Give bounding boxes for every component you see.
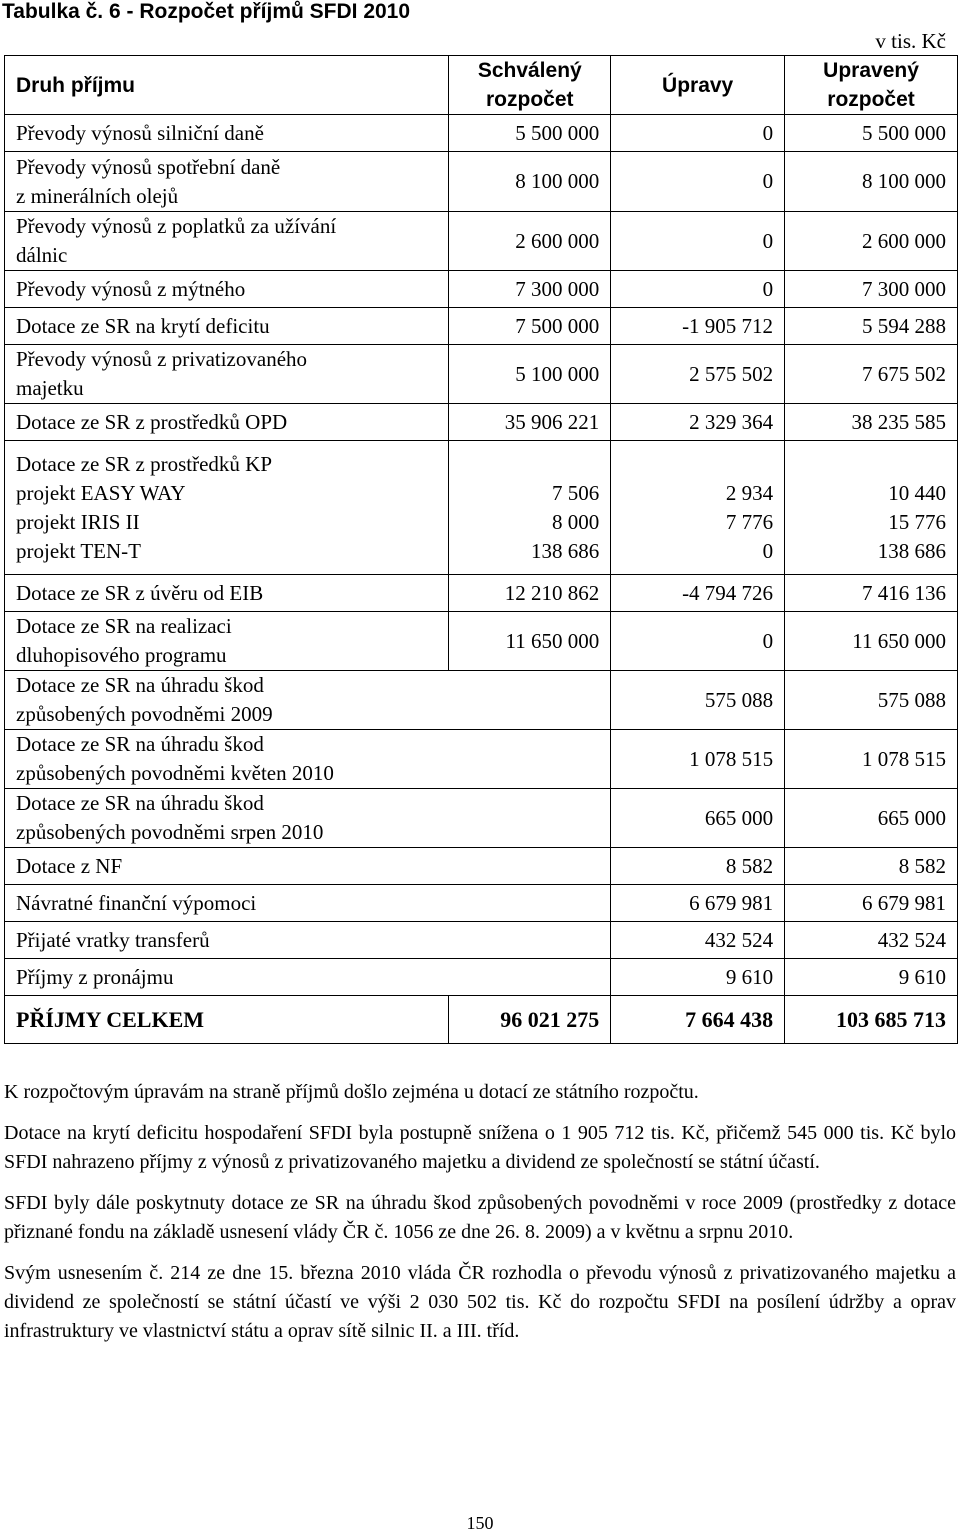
cell-line: Dotace z NF	[16, 853, 123, 878]
cell-line: způsobených povodněmi srpen 2010	[16, 820, 324, 844]
cell-line: 575 088	[877, 687, 946, 712]
cell-line: 0	[762, 169, 774, 193]
table-row	[5, 271, 958, 308]
cell-line: 1 078 515	[689, 746, 774, 771]
cell-line	[460, 804, 599, 833]
adjust-cell	[611, 212, 785, 271]
cell-line: Převody výnosů z poplatků za užívání	[16, 214, 337, 238]
adjust-cell	[611, 575, 785, 612]
table-row	[5, 404, 958, 441]
approved-cell	[449, 922, 611, 959]
row-label	[5, 404, 449, 441]
row-label	[5, 212, 449, 271]
row-label	[5, 441, 449, 575]
cell-line: způsobených povodněmi 2009	[16, 702, 273, 726]
cell-line	[460, 745, 599, 774]
table-row	[5, 789, 958, 848]
table-row	[5, 212, 958, 271]
cell-line: dluhopisového programu	[16, 643, 227, 667]
adjust-cell	[611, 308, 785, 345]
row-label	[5, 848, 449, 885]
cell-line: 665 000	[877, 805, 946, 830]
revised-cell	[785, 271, 958, 308]
cell-line	[460, 450, 599, 479]
header-type: Druh příjmu	[5, 56, 449, 115]
revised-cell	[785, 848, 958, 885]
approved-cell	[449, 671, 611, 730]
table-row	[5, 345, 958, 404]
cell-line: 7 500 000	[515, 313, 600, 338]
table-row	[5, 922, 958, 959]
cell-line: 7 300 000	[515, 276, 600, 301]
total-row	[5, 996, 958, 1044]
row-label	[5, 612, 449, 671]
paragraph: Svým usnesením č. 214 ze dne 15. března 2010 vláda ČR rozhodla o převodu výnosů z privatizovaného majetku a dividend ze společností se státní účastí ve výši 2 030 502 tis. Kč do rozpočtu SFDI na posílení údržby a oprav infrastruktury ve vlastnictví státu a oprav sítě silnic II. a III. tříd.	[4, 1262, 956, 1342]
cell-line: 6 679 981	[862, 890, 946, 915]
revised-cell	[785, 922, 958, 959]
cell-line: Převody výnosů z mýtného	[16, 276, 246, 301]
cell-line: 2 600 000	[862, 228, 946, 253]
approved-cell	[449, 441, 611, 575]
cell-line: Převody výnosů silniční daně	[16, 120, 264, 145]
adjust-cell	[611, 404, 785, 441]
cell-line: 7 416 136	[862, 580, 946, 605]
table-row	[5, 308, 958, 345]
cell-line: 7 776	[725, 509, 774, 534]
cell-line: -1 905 712	[682, 313, 774, 338]
header-revised	[785, 56, 958, 115]
revised-cell	[785, 575, 958, 612]
cell-line: 2 600 000	[515, 228, 600, 253]
approved-cell	[449, 115, 611, 152]
cell-line	[460, 926, 599, 955]
cell-line: Příjmy z pronájmu	[16, 964, 174, 989]
header-approved-line2: rozpočet	[486, 88, 574, 111]
cell-line: 138 686	[530, 538, 600, 563]
cell-line: majetku	[16, 376, 84, 400]
revised-cell	[785, 959, 958, 996]
table-row	[5, 959, 958, 996]
header-row	[5, 56, 958, 115]
budget-table	[4, 55, 958, 1044]
approved-cell	[449, 959, 611, 996]
cell-line: -4 794 726	[682, 580, 774, 605]
revised-cell	[785, 441, 958, 575]
cell-line: 665 000	[704, 805, 774, 830]
cell-line: Dotace ze SR z prostředků KP	[16, 451, 273, 476]
approved-cell	[449, 152, 611, 212]
total-adjust: 7 664 438	[611, 996, 785, 1044]
row-label	[5, 308, 449, 345]
cell-line: Návratné finanční výpomoci	[16, 890, 257, 915]
cell-line: Dotace ze SR na krytí deficitu	[16, 313, 270, 338]
cell-line: 35 906 221	[504, 409, 600, 434]
row-label	[5, 345, 449, 404]
adjust-cell	[611, 612, 785, 671]
cell-line: z minerálních olejů	[16, 183, 179, 208]
cell-line: 5 500 000	[515, 120, 600, 145]
cell-line: Dotace ze SR na úhradu škod	[16, 732, 264, 756]
revised-cell	[785, 789, 958, 848]
cell-line: 432 524	[704, 927, 774, 952]
adjust-cell	[611, 848, 785, 885]
cell-line: 1 078 515	[862, 746, 946, 771]
approved-cell	[449, 730, 611, 789]
approved-cell	[449, 271, 611, 308]
cell-line: 0	[762, 538, 774, 563]
cell-line	[460, 963, 599, 992]
revised-cell	[785, 345, 958, 404]
approved-cell	[449, 612, 611, 671]
cell-line: 8 582	[898, 853, 946, 878]
header-revised-line2: rozpočet	[827, 88, 915, 111]
adjust-cell	[611, 271, 785, 308]
revised-cell	[785, 308, 958, 345]
total-approved: 96 021 275	[449, 996, 611, 1044]
table-title: Tabulka č. 6 - Rozpočet příjmů SFDI 2010	[2, 0, 411, 23]
cell-line: projekt EASY WAY	[16, 480, 186, 505]
approved-cell	[449, 404, 611, 441]
table-row	[5, 441, 958, 575]
cell-line: 15 776	[888, 509, 946, 534]
approved-cell	[449, 885, 611, 922]
cell-line: 5 594 288	[862, 313, 946, 338]
adjust-cell	[611, 789, 785, 848]
cell-line: 7 300 000	[862, 276, 946, 301]
adjust-cell	[611, 959, 785, 996]
cell-line: 0	[762, 276, 774, 301]
adjust-cell	[611, 152, 785, 212]
cell-line: 6 679 981	[689, 890, 774, 915]
revised-cell	[785, 885, 958, 922]
revised-cell	[785, 212, 958, 271]
cell-line: 8 100 000	[862, 169, 946, 193]
cell-line: 2 329 364	[689, 409, 774, 434]
cell-line: 575 088	[704, 687, 774, 712]
cell-line: Dotace ze SR z prostředků OPD	[16, 409, 288, 434]
cell-line: 8 000	[551, 509, 600, 534]
cell-line: 7 506	[551, 480, 600, 505]
cell-line: 11 650 000	[852, 628, 946, 653]
cell-line: Dotace ze SR na úhradu škod	[16, 791, 264, 815]
cell-line: 5 100 000	[515, 361, 600, 386]
row-label	[5, 730, 449, 789]
cell-line: 8 100 000	[515, 169, 600, 193]
paragraph: Dotace na krytí deficitu hospodaření SFDI byla postupně snížena o 1 905 712 tis. Kč, přičemž 545 000 tis. Kč bylo SFDI nahrazeno příjmy z výnosů z privatizovaného majetku a dividend ze společností se státní účastí.	[4, 1122, 956, 1173]
paragraph: SFDI byly dále poskytnuty dotace ze SR na úhradu škod způsobených povodněmi v roce 2009 (prostředky z dotace přiznané fondu na základě usnesení vlády ČR č. 1056 ze dne 26. 8. 2009) a v květnu a srpnu 2010.	[4, 1192, 956, 1243]
approved-cell	[449, 212, 611, 271]
table-row	[5, 575, 958, 612]
unit-label: v tis. Kč	[875, 29, 946, 53]
table-row	[5, 152, 958, 212]
cell-line: 38 235 585	[851, 409, 946, 434]
row-label	[5, 959, 449, 996]
row-label	[5, 575, 449, 612]
cell-line	[622, 450, 773, 479]
revised-cell	[785, 404, 958, 441]
cell-line: 10 440	[888, 480, 946, 505]
cell-line: Převody výnosů z privatizovaného	[16, 347, 308, 371]
cell-line	[460, 852, 599, 881]
adjust-cell	[611, 885, 785, 922]
table-row	[5, 671, 958, 730]
table-row	[5, 612, 958, 671]
cell-line: projekt IRIS II	[16, 509, 140, 534]
header-adjust: Úpravy	[611, 56, 785, 115]
revised-cell	[785, 671, 958, 730]
cell-line: 0	[762, 228, 774, 253]
cell-line: 0	[762, 628, 774, 653]
cell-line	[796, 450, 946, 479]
row-label	[5, 152, 449, 212]
cell-line: Přijaté vratky transferů	[16, 927, 210, 952]
cell-line: dálnic	[16, 243, 68, 267]
revised-cell	[785, 730, 958, 789]
approved-cell	[449, 848, 611, 885]
cell-line: 9 610	[898, 964, 946, 989]
cell-line: Dotace ze SR na úhradu škod	[16, 673, 264, 697]
table-row	[5, 730, 958, 789]
cell-line: Převody výnosů spotřební daně	[16, 154, 281, 179]
cell-line: Dotace ze SR z úvěru od EIB	[16, 580, 264, 605]
row-label	[5, 115, 449, 152]
cell-line: 5 500 000	[862, 120, 946, 145]
header-approved-line1: Schválený	[477, 59, 582, 82]
header-approved	[449, 56, 611, 115]
adjust-cell	[611, 115, 785, 152]
cell-line: 12 210 862	[504, 580, 600, 605]
table-row	[5, 885, 958, 922]
approved-cell	[449, 308, 611, 345]
cell-line: 7 675 502	[862, 361, 946, 386]
cell-line: 138 686	[877, 538, 946, 563]
approved-cell	[449, 345, 611, 404]
approved-cell	[449, 575, 611, 612]
revised-cell	[785, 152, 958, 212]
cell-line: 11 650 000	[505, 628, 600, 653]
adjust-cell	[611, 922, 785, 959]
cell-line: 0	[762, 120, 774, 145]
row-label	[5, 885, 449, 922]
cell-line: způsobených povodněmi květen 2010	[16, 761, 334, 785]
paragraph: K rozpočtovým úpravám na straně příjmů došlo zejména u dotací ze státního rozpočtu.	[4, 1081, 699, 1103]
row-label	[5, 271, 449, 308]
commentary	[4, 1078, 956, 1358]
cell-line: 8 582	[725, 853, 774, 878]
adjust-cell	[611, 345, 785, 404]
revised-cell	[785, 115, 958, 152]
total-label: PŘÍJMY CELKEM	[5, 996, 449, 1044]
row-label	[5, 789, 449, 848]
adjust-cell	[611, 441, 785, 575]
table-body	[5, 115, 958, 1044]
total-revised: 103 685 713	[785, 996, 958, 1044]
row-label	[5, 671, 449, 730]
row-label	[5, 922, 449, 959]
cell-line	[460, 889, 599, 918]
table-row	[5, 115, 958, 152]
cell-line: 2 575 502	[689, 361, 774, 386]
cell-line: projekt TEN-T	[16, 538, 141, 563]
header-revised-line1: Upravený	[823, 59, 919, 82]
revised-cell	[785, 612, 958, 671]
cell-line: 432 524	[877, 927, 946, 952]
cell-line	[460, 686, 599, 715]
page-number: 150	[466, 1513, 494, 1533]
approved-cell	[449, 789, 611, 848]
cell-line: 9 610	[725, 964, 774, 989]
cell-line: Dotace ze SR na realizaci	[16, 614, 232, 638]
table-row	[5, 848, 958, 885]
cell-line: 2 934	[725, 480, 774, 505]
adjust-cell	[611, 671, 785, 730]
adjust-cell	[611, 730, 785, 789]
